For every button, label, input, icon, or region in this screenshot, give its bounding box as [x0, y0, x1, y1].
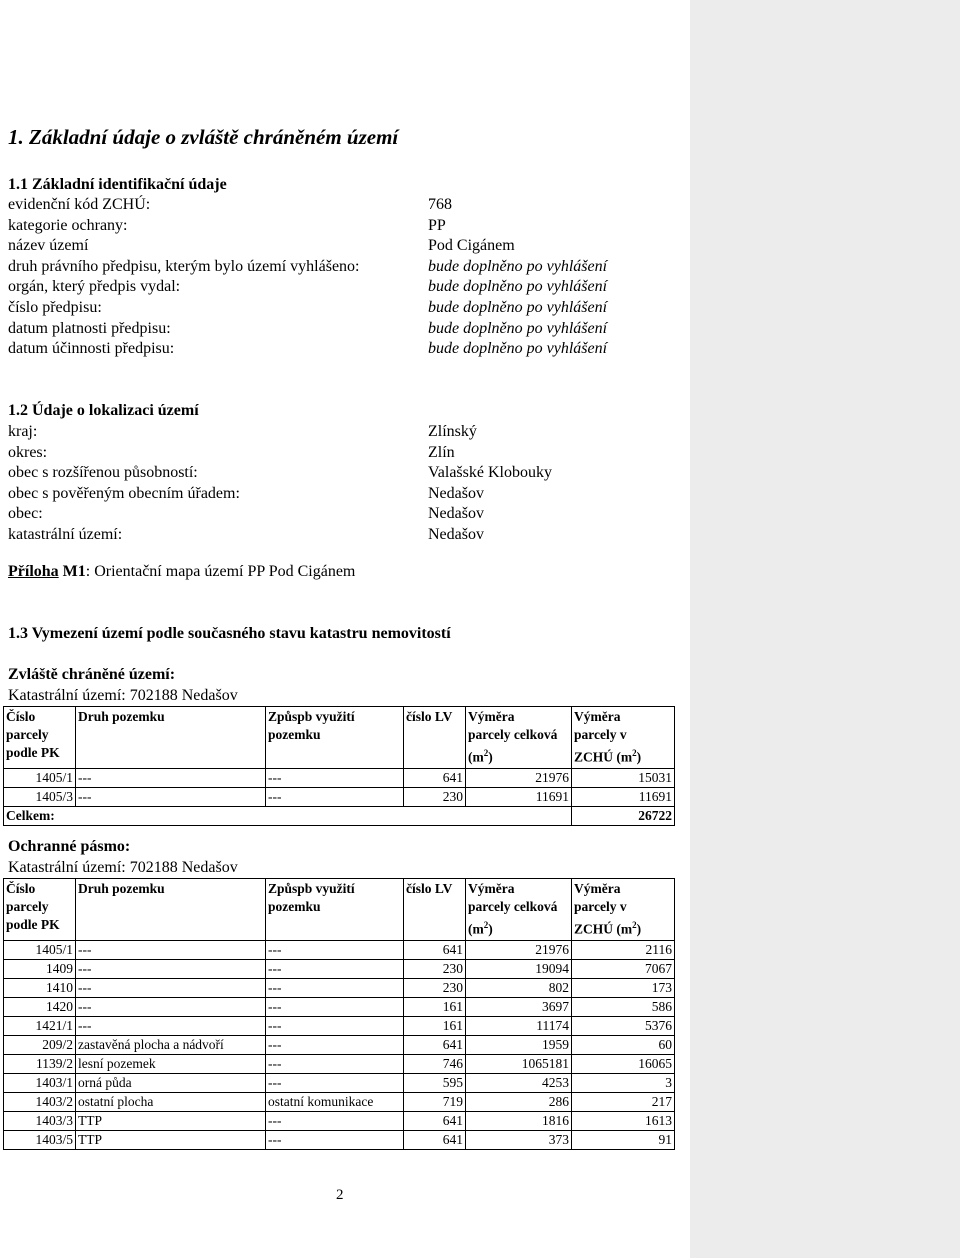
- table-header-row: [4, 879, 675, 941]
- table-cell: 11174: [466, 1016, 572, 1035]
- table-cell: 230: [404, 787, 466, 806]
- protected-kat: Katastrální území: 702188 Nedašov: [8, 687, 238, 704]
- table-cell: ---: [266, 1035, 404, 1054]
- table-cell: ---: [266, 940, 404, 959]
- table-row: [4, 997, 675, 1016]
- table-cell: 161: [404, 1016, 466, 1035]
- table-cell: 1403/3: [4, 1111, 76, 1130]
- page-number: 2: [336, 1187, 344, 1203]
- attachment-code: M1: [62, 563, 86, 580]
- table-cell: 91: [572, 1130, 675, 1149]
- table-cell: 173: [572, 978, 675, 997]
- table-row: [4, 978, 675, 997]
- column-header: Výměra parcely celková $(m^2)$: [466, 879, 572, 941]
- table-cell: 1613: [572, 1111, 675, 1130]
- table-cell: ---: [76, 940, 266, 959]
- table-cell: 21976: [466, 768, 572, 787]
- table-cell: 11691: [466, 787, 572, 806]
- table-cell: 1959: [466, 1035, 572, 1054]
- location-value: Valašské Klobouky: [428, 464, 552, 482]
- table-cell: 746: [404, 1054, 466, 1073]
- table-cell: 15031: [572, 768, 675, 787]
- table-cell: 586: [572, 997, 675, 1016]
- table-row: [4, 1092, 675, 1111]
- table-cell: 1410: [4, 978, 76, 997]
- table-cell: 230: [404, 978, 466, 997]
- ident-value: Pod Cigánem: [428, 237, 515, 255]
- ident-label: druh právního předpisu, kterým bylo území vyhlášeno:: [8, 257, 360, 275]
- column-header: Číslo parcely podle PK: [4, 879, 76, 941]
- column-header: Druh pozemku: [76, 879, 266, 941]
- location-row: [8, 525, 688, 546]
- table-cell: 802: [466, 978, 572, 997]
- total-value: 26722: [572, 806, 675, 825]
- table-row: [4, 1073, 675, 1092]
- table-cell: 1403/2: [4, 1092, 76, 1111]
- table-cell: ---: [266, 1054, 404, 1073]
- location-value: Nedašov: [428, 505, 484, 523]
- attachment-line: [8, 563, 355, 581]
- ident-row: [8, 277, 688, 298]
- table-cell: ---: [76, 959, 266, 978]
- location-label: okres:: [8, 443, 48, 461]
- ident-value: bude doplněno po vyhlášení: [428, 298, 608, 316]
- table-cell: 373: [466, 1130, 572, 1149]
- table-cell: ---: [266, 768, 404, 787]
- table-cell: ---: [266, 1016, 404, 1035]
- table-cell: 4253: [466, 1073, 572, 1092]
- ident-row: [8, 236, 688, 257]
- table-cell: ---: [266, 1073, 404, 1092]
- ident-row: [8, 339, 688, 360]
- column-header: Způspb využití pozemku: [266, 879, 404, 941]
- table-cell: 286: [466, 1092, 572, 1111]
- table-cell: 641: [404, 1035, 466, 1054]
- ident-value: PP: [428, 216, 446, 234]
- table-cell: ---: [266, 787, 404, 806]
- column-header: Výměra parcely v ZCHÚ $(m^2)$: [572, 879, 675, 941]
- table-cell: ---: [76, 768, 266, 787]
- table-header-row: [4, 707, 675, 769]
- table-cell: 719: [404, 1092, 466, 1111]
- table-cell: 1409: [4, 959, 76, 978]
- ident-label: název území: [8, 237, 89, 255]
- column-header: Číslo parcely podle PK: [4, 707, 76, 769]
- location-row: [8, 422, 688, 443]
- location-row: [8, 484, 688, 505]
- table-row: [4, 959, 675, 978]
- protected-parcels-table: [3, 706, 675, 826]
- table-row: [4, 787, 675, 806]
- total-row: [4, 806, 675, 825]
- ident-label: číslo předpisu:: [8, 298, 102, 316]
- table-cell: 595: [404, 1073, 466, 1092]
- location-row: [8, 443, 688, 464]
- table-cell: 641: [404, 768, 466, 787]
- table-cell: ---: [266, 959, 404, 978]
- table-cell: 5376: [572, 1016, 675, 1035]
- location-label: obec:: [8, 505, 43, 523]
- table-cell: 3697: [466, 997, 572, 1016]
- table-cell: TTP: [76, 1111, 266, 1130]
- table-cell: 3: [572, 1073, 675, 1092]
- table-row: [4, 1130, 675, 1149]
- column-header: číslo LV: [404, 879, 466, 941]
- table-cell: 2116: [572, 940, 675, 959]
- table-cell: 11691: [572, 787, 675, 806]
- table-cell: 60: [572, 1035, 675, 1054]
- total-label: Celkem:: [4, 806, 572, 825]
- table-cell: 217: [572, 1092, 675, 1111]
- location-label: obec s rozšířenou působností:: [8, 464, 198, 482]
- location-list: [8, 422, 688, 546]
- table-row: [4, 1111, 675, 1130]
- page-title: 1. Základní údaje o zvláště chráněném území: [8, 125, 399, 149]
- table-cell: 641: [404, 1111, 466, 1130]
- protected-area-title: Zvláště chráněné území:: [8, 666, 176, 683]
- table-cell: ---: [76, 978, 266, 997]
- location-value: Zlínský: [428, 423, 477, 440]
- table-cell: 1405/1: [4, 940, 76, 959]
- table-row: [4, 1054, 675, 1073]
- table-cell: 641: [404, 1130, 466, 1149]
- table-row: [4, 768, 675, 787]
- table-cell: 7067: [572, 959, 675, 978]
- column-header: číslo LV: [404, 707, 466, 769]
- table-cell: 161: [404, 997, 466, 1016]
- location-heading: 1.2 Údaje o lokalizaci území: [8, 402, 199, 419]
- table-cell: 1421/1: [4, 1016, 76, 1035]
- table-cell: ---: [76, 787, 266, 806]
- identification-list: [8, 195, 688, 360]
- column-header: Výměra parcely v ZCHÚ $(m^2)$: [572, 707, 675, 769]
- ident-row: [8, 319, 688, 340]
- buffer-zone-title: Ochranné pásmo:: [8, 838, 131, 855]
- ident-value: 768: [428, 196, 452, 213]
- location-value: Nedašov: [428, 484, 484, 502]
- table-row: [4, 1035, 675, 1054]
- table-cell: ostatní plocha: [76, 1092, 266, 1111]
- table-cell: ---: [76, 997, 266, 1016]
- location-label: kraj:: [8, 423, 38, 440]
- ident-label: evidenční kód ZCHÚ:: [8, 196, 151, 213]
- column-header: Druh pozemku: [76, 707, 266, 769]
- ident-row: [8, 195, 688, 216]
- ident-label: kategorie ochrany:: [8, 216, 128, 234]
- column-header: Výměra parcely celková $(m^2)$: [466, 707, 572, 769]
- table-cell: 1065181: [466, 1054, 572, 1073]
- location-label: obec s pověřeným obecním úřadem:: [8, 484, 240, 502]
- ident-label: datum platnosti předpisu:: [8, 319, 171, 337]
- table-cell: ostatní komunikace: [266, 1092, 404, 1111]
- table-cell: 16065: [572, 1054, 675, 1073]
- table-cell: ---: [266, 997, 404, 1016]
- table-cell: 1405/3: [4, 787, 76, 806]
- table-cell: 1403/1: [4, 1073, 76, 1092]
- location-value: Nedašov: [428, 525, 484, 543]
- table-cell: TTP: [76, 1130, 266, 1149]
- table-cell: 209/2: [4, 1035, 76, 1054]
- ident-row: [8, 257, 688, 278]
- location-row: [8, 504, 688, 525]
- table-row: [4, 1016, 675, 1035]
- table-row: [4, 940, 675, 959]
- ident-row: [8, 216, 688, 237]
- identification-heading: 1.1 Základní identifikační údaje: [8, 176, 227, 193]
- table-cell: 1139/2: [4, 1054, 76, 1073]
- comment-margin: [690, 0, 960, 1258]
- table-cell: lesní pozemek: [76, 1054, 266, 1073]
- table-cell: zastavěná plocha a nádvoří: [76, 1035, 266, 1054]
- ident-row: [8, 298, 688, 319]
- attachment-text: : Orientační mapa území PP Pod Cigánem: [85, 563, 356, 580]
- table-cell: 1420: [4, 997, 76, 1016]
- cadastre-heading: 1.3 Vymezení území podle současného stavu katastru nemovitostí: [8, 625, 451, 642]
- table-cell: 19094: [466, 959, 572, 978]
- buffer-kat: Katastrální území: 702188 Nedašov: [8, 859, 238, 876]
- ident-label: orgán, který předpis vydal:: [8, 278, 181, 296]
- ident-value: bude doplněno po vyhlášení: [428, 319, 608, 337]
- table-cell: 21976: [466, 940, 572, 959]
- table-cell: 1403/5: [4, 1130, 76, 1149]
- buffer-parcels-table: [3, 878, 675, 1150]
- table-cell: 230: [404, 959, 466, 978]
- table-cell: 641: [404, 940, 466, 959]
- table-cell: 1816: [466, 1111, 572, 1130]
- table-cell: ---: [266, 1111, 404, 1130]
- table-cell: ---: [76, 1016, 266, 1035]
- ident-value: bude doplněno po vyhlášení: [428, 278, 608, 296]
- attachment-label: Příloha: [8, 563, 59, 580]
- location-value: Zlín: [428, 443, 455, 461]
- ident-value: bude doplněno po vyhlášení: [428, 340, 608, 358]
- table-cell: 1405/1: [4, 768, 76, 787]
- table-cell: ---: [266, 978, 404, 997]
- location-row: [8, 463, 688, 484]
- ident-label: datum účinnosti předpisu:: [8, 340, 175, 358]
- ident-value: bude doplněno po vyhlášení: [428, 257, 608, 275]
- table-cell: orná půda: [76, 1073, 266, 1092]
- table-cell: ---: [266, 1130, 404, 1149]
- location-label: katastrální území:: [8, 525, 123, 543]
- column-header: Způspb využití pozemku: [266, 707, 404, 769]
